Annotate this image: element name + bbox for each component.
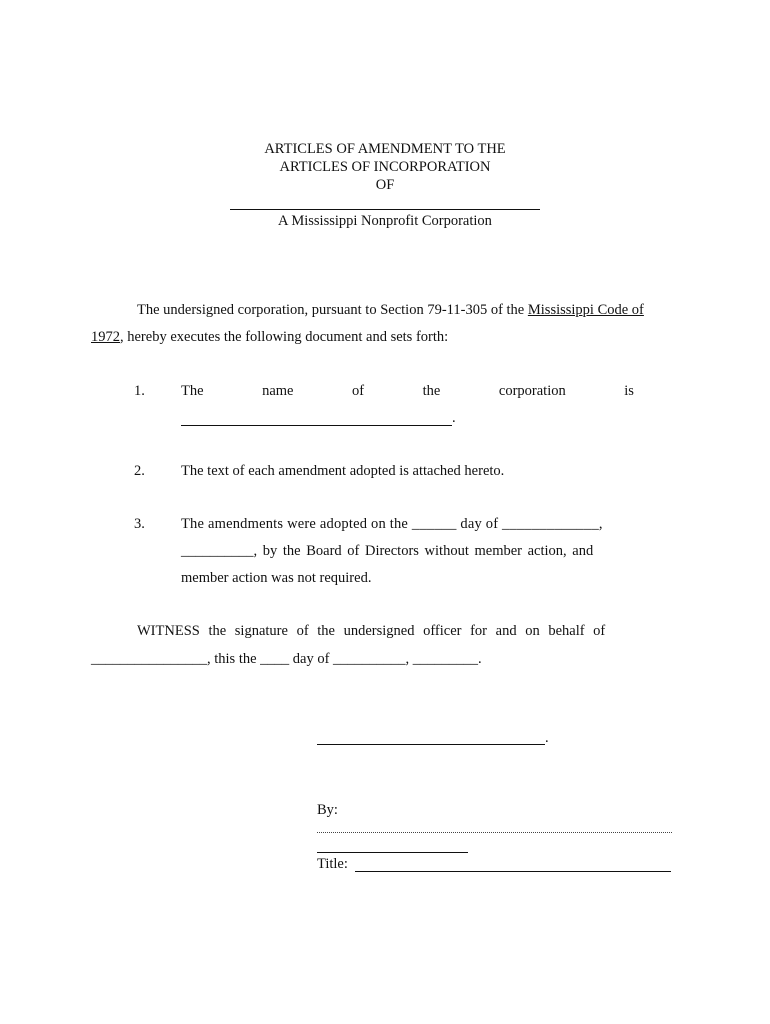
corporation-name-blank[interactable]	[230, 209, 540, 210]
intro-line-2	[91, 329, 448, 346]
item-2-number: 2.	[134, 463, 145, 479]
witness-line-2: ________________, this the ____ day of __________, _________.	[91, 651, 482, 667]
item-1-word: is	[624, 383, 634, 399]
by-line[interactable]	[317, 832, 672, 833]
intro-text-end: , hereby executes the following document and sets forth:	[120, 329, 449, 345]
doc-subtitle: A Mississippi Nonprofit Corporation	[278, 213, 492, 229]
code-year: 1972	[91, 329, 120, 345]
item-3-number: 3.	[134, 516, 145, 532]
signature-line[interactable]	[317, 744, 545, 745]
by-label: By:	[317, 802, 338, 818]
doc-title-line-2: ARTICLES OF INCORPORATION	[279, 159, 491, 175]
item-1-word: name	[262, 383, 294, 399]
item-1-text	[181, 383, 634, 400]
item-2-text: The text of each amendment adopted is attached hereto.	[181, 463, 505, 479]
item-1-word: of	[352, 383, 365, 399]
item-1-word: corporation	[498, 383, 566, 399]
item-1-word: the	[422, 383, 441, 399]
title-label: Title:	[317, 856, 348, 872]
title-line[interactable]	[355, 871, 671, 872]
item-3-line-2: __________, by the Board of Directors without member action, and	[181, 543, 594, 559]
item-1-word: The	[181, 383, 204, 399]
signature-period: .	[545, 730, 549, 746]
item-3-line-1: The amendments were adopted on the ______ day of _____________,	[181, 516, 603, 532]
doc-title-line-1: ARTICLES OF AMENDMENT TO THE	[264, 141, 506, 157]
by-name-line[interactable]	[317, 852, 468, 853]
mississippi-code-ref: Mississippi Code of	[527, 302, 644, 318]
item-3-line-3: member action was not required.	[181, 570, 372, 586]
item-1-name-blank[interactable]	[181, 425, 452, 426]
intro-line-1	[137, 302, 644, 319]
item-1-period: .	[452, 410, 456, 426]
doc-title-line-3: OF	[375, 177, 395, 193]
item-1-number: 1.	[134, 383, 145, 399]
witness-line-1: WITNESS the signature of the undersigned officer for and on behalf of	[137, 623, 606, 639]
intro-text: The undersigned corporation, pursuant to Section 79-11-305 of the	[137, 302, 528, 318]
